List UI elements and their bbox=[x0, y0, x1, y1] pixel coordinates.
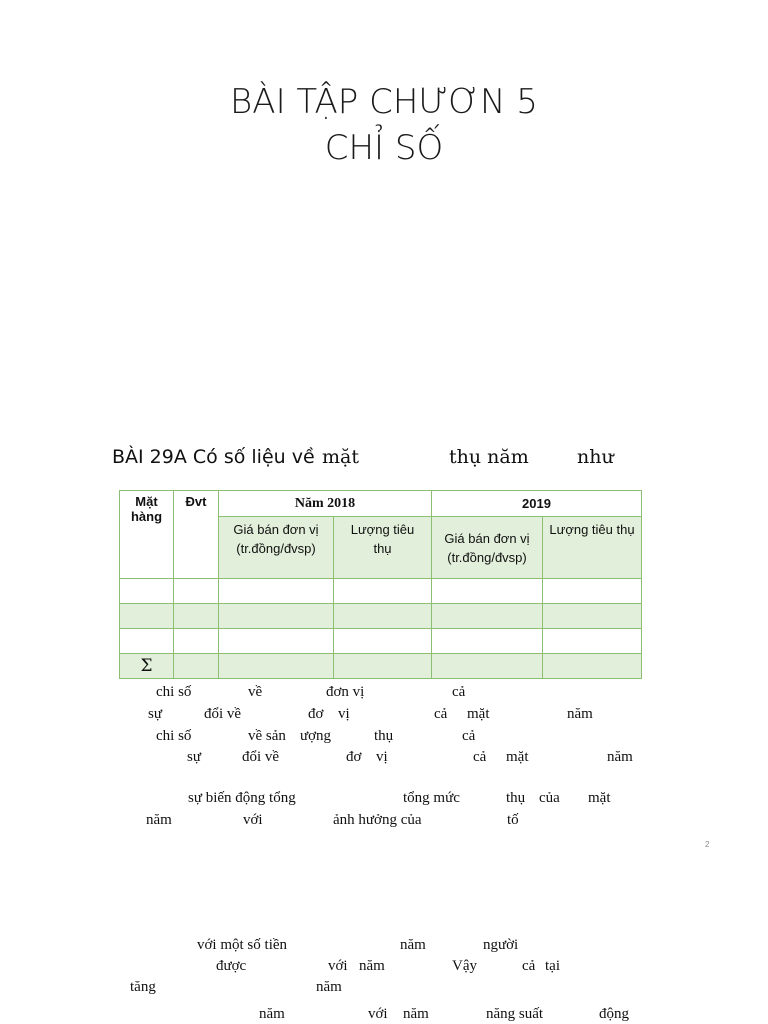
header-unit: Đvt bbox=[174, 491, 219, 579]
text-fragment: chi số bbox=[156, 684, 192, 700]
text-fragment: đơn vị bbox=[326, 684, 365, 700]
text-fragment: cả bbox=[473, 749, 487, 765]
exercise-heading: BÀI 29A Có số liệu về bbox=[112, 446, 315, 468]
header-qty-2018: Lượng tiêu thụ bbox=[334, 517, 432, 579]
data-table bbox=[119, 490, 642, 679]
text-fragment: sự biến động tổng bbox=[188, 790, 296, 806]
header-item: Mặt hàng bbox=[120, 491, 174, 579]
page-title-line-2: CHỈ SỐ bbox=[324, 128, 444, 168]
text-fragment: ượng bbox=[300, 728, 332, 744]
text-fragment: của bbox=[539, 790, 560, 806]
header-price-2018: Giá bán đơn vị (tr.đồng/đvsp) bbox=[219, 517, 334, 579]
text-fragment: năm bbox=[567, 706, 593, 722]
sum-symbol: Σ bbox=[120, 654, 174, 679]
text-fragment: về bbox=[248, 684, 263, 700]
text-fragment: sự bbox=[148, 706, 162, 722]
text-fragment: cả bbox=[452, 684, 466, 700]
text-fragment: với bbox=[328, 958, 348, 974]
text-fragment: với bbox=[243, 812, 263, 828]
text-fragment: năm bbox=[316, 979, 342, 995]
table-row bbox=[120, 579, 642, 604]
text-fragment: vị bbox=[338, 706, 350, 722]
text-fragment: mặt bbox=[467, 706, 490, 722]
text-fragment: với một số tiền bbox=[197, 937, 288, 953]
table-row-total bbox=[120, 654, 642, 679]
text-fragment: năm bbox=[403, 1006, 429, 1022]
table-row bbox=[120, 629, 642, 654]
text-fragment: về sản bbox=[248, 728, 286, 744]
text-fragment: đổi về bbox=[242, 749, 280, 765]
text-fragment: thụ bbox=[506, 790, 526, 806]
text-fragment: Vậy bbox=[452, 958, 477, 974]
text-fragment: ảnh hưởng của bbox=[333, 812, 422, 828]
text-fragment: năm bbox=[146, 812, 172, 828]
text-fragment: tăng bbox=[130, 979, 156, 995]
text-fragment: mặt bbox=[588, 790, 611, 806]
text-fragment: mặt bbox=[506, 749, 529, 765]
text-fragment: cả bbox=[434, 706, 448, 722]
text-fragment: tổng mức bbox=[403, 790, 460, 806]
table-row bbox=[120, 604, 642, 629]
text-fragment: năm bbox=[400, 937, 426, 953]
heading-fragment: thụ năm bbox=[449, 446, 529, 468]
text-fragment: đơ bbox=[308, 706, 324, 722]
text-fragment: với bbox=[368, 1006, 388, 1022]
page-title-line-1: BÀI TẬP CHƯƠN 5 bbox=[230, 82, 538, 122]
heading-fragment: mặt bbox=[322, 446, 359, 468]
text-fragment: cả bbox=[522, 958, 536, 974]
text-fragment: động bbox=[599, 1006, 629, 1022]
heading-fragment: như bbox=[577, 446, 614, 468]
text-fragment: cả bbox=[462, 728, 476, 744]
text-fragment: vị bbox=[376, 749, 388, 765]
text-fragment: người bbox=[483, 937, 519, 953]
text-fragment: năng suất bbox=[486, 1006, 544, 1022]
header-qty-2019: Lượng tiêu thụ bbox=[543, 517, 642, 579]
text-fragment: sự bbox=[187, 749, 201, 765]
header-price-2019: Giá bán đơn vị (tr.đồng/đvsp) bbox=[432, 517, 543, 579]
text-fragment: đổi về bbox=[204, 706, 242, 722]
text-fragment: chi số bbox=[156, 728, 192, 744]
text-fragment: được bbox=[216, 958, 247, 974]
text-fragment: năm bbox=[359, 958, 385, 974]
text-fragment: đơ bbox=[346, 749, 362, 765]
text-fragment: tố bbox=[507, 812, 519, 828]
text-fragment: năm bbox=[259, 1006, 285, 1022]
text-fragment: thụ bbox=[374, 728, 394, 744]
text-fragment: tại bbox=[545, 958, 560, 974]
page-number: 2 bbox=[705, 840, 710, 849]
text-fragment: năm bbox=[607, 749, 633, 765]
header-year-2019: 2019 bbox=[432, 491, 642, 517]
header-year-2018: Năm 2018 bbox=[219, 491, 432, 517]
